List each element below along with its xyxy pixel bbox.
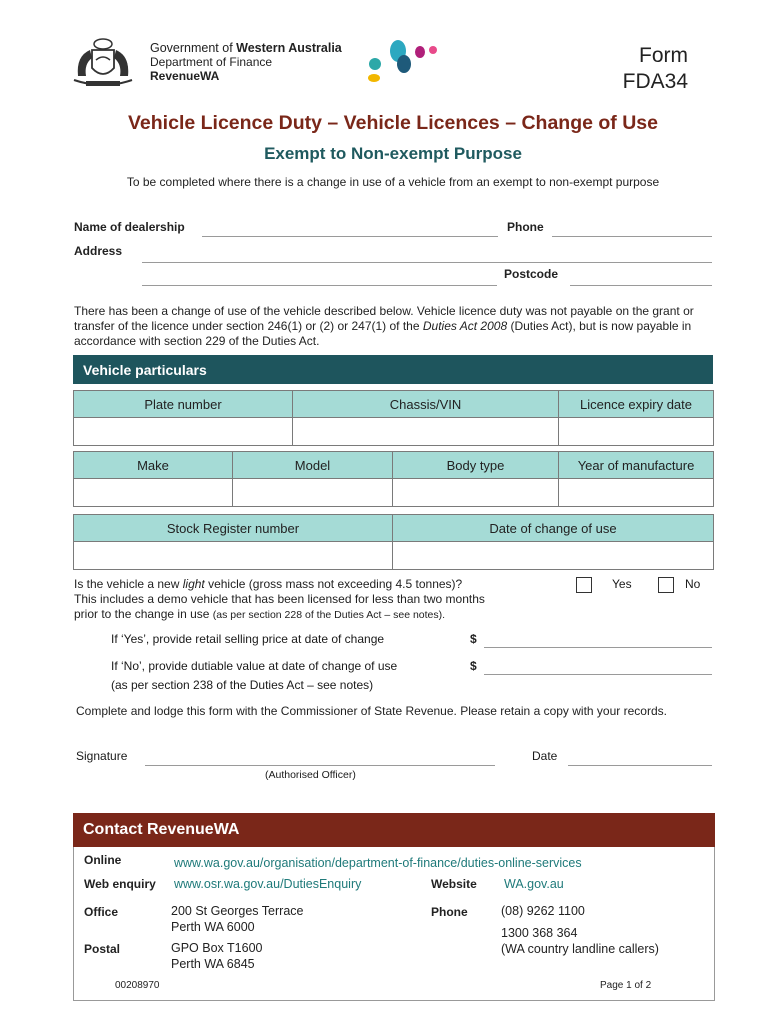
chassis-vin-header: Chassis/VIN — [293, 391, 559, 418]
model-input[interactable] — [233, 479, 393, 507]
make-input[interactable] — [74, 479, 233, 507]
phone-numbers — [501, 903, 659, 957]
revenuewa-dots-logo — [364, 36, 444, 86]
dept-name: Department of Finance — [150, 55, 273, 69]
question-pre: Is the vehicle a new — [74, 577, 183, 591]
gov-prefix: Government of — [150, 41, 237, 55]
no-checkbox[interactable] — [658, 577, 674, 593]
office-label: Office — [84, 905, 119, 919]
online-link[interactable]: www.wa.gov.au/organisation/department-of-finance/duties-online-services — [174, 856, 582, 870]
postal-label: Postal — [84, 942, 121, 956]
website-link[interactable]: WA.gov.au — [504, 877, 564, 891]
postcode-label: Postcode — [504, 267, 559, 281]
dutiable-value-input[interactable] — [484, 674, 712, 675]
date-input[interactable] — [568, 765, 712, 766]
lodge-instruction: Complete and lodge this form with the Commissioner of State Revenue. Please retain a copy with your records. — [76, 704, 667, 718]
contact-header: Contact RevenueWA — [73, 813, 715, 847]
postcode-input[interactable] — [570, 285, 712, 286]
form-instruction: To be completed where there is a change in use of a vehicle from an exempt to non-exempt purpose — [126, 175, 660, 189]
authorised-officer-note: (Authorised Officer) — [265, 769, 356, 781]
model-header: Model — [233, 452, 393, 479]
vehicle-table-row1 — [73, 390, 714, 446]
question-line2: This includes a demo vehicle that has been licensed for less than two months — [74, 592, 485, 606]
phone-contact-label: Phone — [431, 905, 468, 919]
phone-number-2: 1300 368 364 — [501, 926, 578, 940]
question-line3b: (as per section 228 of the Duties Act – see notes). — [212, 609, 446, 621]
web-enquiry-label: Web enquiry — [84, 877, 156, 891]
website-label: Website — [431, 877, 477, 891]
vehicle-table-row3 — [73, 514, 714, 570]
address-input-line1[interactable] — [142, 262, 712, 263]
form-subtitle: Exempt to Non-exempt Purpose — [264, 144, 522, 163]
plate-number-header: Plate number — [74, 391, 293, 418]
signature-label: Signature — [76, 749, 128, 763]
form-code-footer: 00208970 — [115, 980, 160, 991]
phone-label: Phone — [507, 220, 544, 234]
date-of-change-header: Date of change of use — [393, 515, 714, 542]
question-light: light — [182, 577, 205, 591]
light-vehicle-question — [74, 577, 554, 623]
dealership-label: Name of dealership — [74, 220, 185, 234]
vehicle-table-row2 — [73, 451, 714, 507]
licence-expiry-header: Licence expiry date — [559, 391, 714, 418]
signature-input[interactable] — [145, 765, 495, 766]
form-word: Form — [639, 44, 688, 67]
government-name-block — [150, 41, 342, 83]
date-label: Date — [532, 749, 558, 763]
address-label: Address — [74, 244, 123, 258]
form-number — [623, 43, 688, 95]
licence-expiry-input[interactable] — [559, 418, 714, 446]
phone-number-2-note: (WA country landline callers) — [501, 942, 659, 956]
office-address — [171, 903, 303, 935]
agency-name: RevenueWA — [150, 69, 220, 83]
body-type-input[interactable] — [393, 479, 559, 507]
dollar-sign-no: $ — [470, 659, 477, 673]
form-title: Vehicle Licence Duty – Vehicle Licences – Change of Use — [128, 112, 658, 134]
office-line2: Perth WA 6000 — [171, 920, 255, 934]
question-post: vehicle (gross mass not exceeding 4.5 tonnes)? — [204, 577, 463, 591]
yes-label: Yes — [612, 577, 632, 591]
if-no-text: If ‘No’, provide dutiable value at date of change of use — [111, 659, 398, 673]
phone-input[interactable] — [552, 236, 712, 237]
yes-checkbox[interactable] — [576, 577, 592, 593]
online-label: Online — [84, 853, 122, 867]
year-of-manufacture-header: Year of manufacture — [559, 452, 714, 479]
dealership-input[interactable] — [202, 236, 498, 237]
postal-line1: GPO Box T1600 — [171, 941, 263, 955]
make-header: Make — [74, 452, 233, 479]
form-code: FDA34 — [622, 70, 688, 93]
web-enquiry-link[interactable]: www.osr.wa.gov.au/DutiesEnquiry — [174, 877, 362, 891]
retail-price-input[interactable] — [484, 647, 712, 648]
question-line3a: prior to the change in use — [74, 607, 213, 621]
duties-act-name: Duties Act 2008 — [422, 319, 508, 333]
vehicle-particulars-header: Vehicle particulars — [73, 355, 713, 384]
if-yes-text: If ‘Yes’, provide retail selling price at date of change — [111, 632, 385, 646]
phone-number-1: (08) 9262 1100 — [501, 904, 585, 918]
if-no-note: (as per section 238 of the Duties Act – see notes) — [111, 678, 374, 692]
address-input-line2[interactable] — [142, 285, 497, 286]
dollar-sign-yes: $ — [470, 632, 477, 646]
postal-line2: Perth WA 6845 — [171, 957, 255, 971]
postal-address — [171, 940, 263, 972]
intro-part1: There has been a change of use of the vehicle described below. Vehicle licence duty was not payable on the grant or transfer of the licence under section 246(1) or (2) or 247(1) of the — [74, 304, 694, 333]
no-label: No — [685, 577, 701, 591]
gov-state: Western Australia — [236, 41, 342, 55]
intro-paragraph — [74, 304, 716, 349]
office-line1: 200 St Georges Terrace — [171, 904, 304, 918]
chassis-vin-input[interactable] — [293, 418, 559, 446]
intro-part2: (Duties Act), but is now payable in accordance with section 229 of the Duties Act. — [74, 319, 692, 348]
body-type-header: Body type — [393, 452, 559, 479]
year-of-manufacture-input[interactable] — [559, 479, 714, 507]
stock-register-input[interactable] — [74, 542, 393, 570]
page-number: Page 1 of 2 — [600, 980, 652, 991]
wa-coat-of-arms-logo — [72, 36, 134, 88]
stock-register-header: Stock Register number — [74, 515, 393, 542]
plate-number-input[interactable] — [74, 418, 293, 446]
date-of-change-input[interactable] — [393, 542, 714, 570]
